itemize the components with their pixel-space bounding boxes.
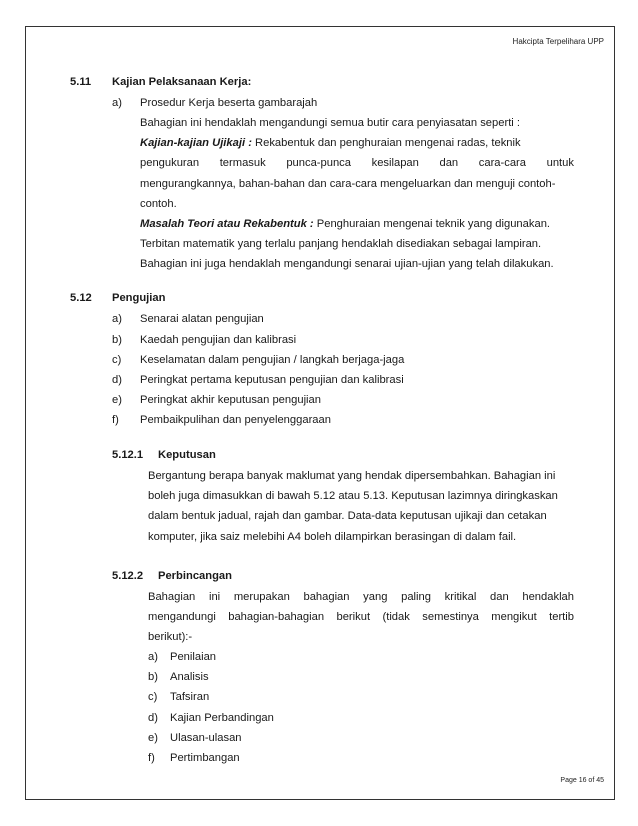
- masalah-term: Masalah Teori atau Rekabentuk :: [140, 218, 314, 230]
- paragraph-line: mengandungi bahagian-bahagian berikut (tidak semestinya mengikut tertib: [148, 611, 574, 623]
- item-text: Kaedah pengujian dan kalibrasi: [140, 334, 297, 346]
- item-label: e): [148, 732, 158, 744]
- item-text: Ulasan-ulasan: [170, 732, 242, 744]
- item-text: Pertimbangan: [170, 752, 240, 764]
- paragraph-line: Terbitan matematik yang terlalu panjang hendaklah disediakan sebagai lampiran.: [140, 238, 542, 250]
- paragraph-line: boleh juga dimasukkan di bawah 5.12 atau 5.13. Keputusan lazimnya diringkaskan: [148, 490, 558, 502]
- paragraph-line: Bahagian ini juga hendaklah mengandungi senarai ujian-ujian yang telah dilakukan.: [140, 258, 554, 270]
- copyright-header: Hakcipta Terpelihara UPP: [512, 37, 604, 46]
- word: untuk: [546, 157, 574, 169]
- page-number-footer: Page 16 of 45: [560, 777, 604, 784]
- paragraph-line: Bahagian ini hendaklah mengandungi semua butir cara penyiasatan seperti :: [140, 117, 521, 129]
- item-text: Prosedur Kerja beserta gambarajah: [140, 97, 318, 109]
- item-label: e): [112, 394, 122, 406]
- section-5-12-1-number: 5.12.1: [112, 449, 144, 461]
- word: pengukuran: [140, 157, 200, 169]
- word: termasuk: [219, 157, 266, 169]
- item-text: Tafsiran: [170, 691, 210, 703]
- word: punca-punca: [286, 157, 352, 169]
- item-label: c): [148, 691, 158, 703]
- item-text: Keselamatan dalam pengujian / langkah berjaga-jaga: [140, 354, 405, 366]
- section-5-12-number: 5.12: [70, 292, 92, 304]
- item-label: c): [112, 354, 122, 366]
- item-label: d): [148, 712, 158, 724]
- item-label: b): [148, 671, 158, 683]
- item-text: Analisis: [170, 671, 209, 683]
- ujikaji-term: Kajian-kajian Ujikaji :: [140, 137, 252, 149]
- paragraph-line: [140, 156, 574, 170]
- item-text: Senarai alatan pengujian: [140, 313, 264, 325]
- section-5-11-title: Kajian Pelaksanaan Kerja:: [112, 76, 252, 88]
- item-label: b): [112, 334, 122, 346]
- item-label: a): [148, 651, 158, 663]
- section-5-12-title: Pengujian: [112, 292, 166, 304]
- word: cara-cara: [478, 157, 527, 169]
- item-text: Peringkat pertama keputusan pengujian dan kalibrasi: [140, 374, 404, 386]
- paragraph-line: Bergantung berapa banyak maklumat yang hendak dipersembahkan. Bahagian ini: [148, 470, 556, 482]
- paragraph-line: [140, 217, 550, 231]
- paragraph-line: berikut):-: [148, 631, 193, 643]
- item-text: Pembaikpulihan dan penyelenggaraan: [140, 414, 331, 426]
- section-5-12-2-title: Perbincangan: [158, 570, 232, 582]
- paragraph-line: komputer, jika saiz melebihi A4 boleh dilampirkan berasingan di dalam fail.: [148, 531, 517, 543]
- paragraph-line: mengurangkannya, bahan-bahan dan cara-cara mengeluarkan dan menguji contoh-: [140, 178, 556, 190]
- item-label: d): [112, 374, 122, 386]
- item-label: a): [112, 97, 122, 109]
- section-5-11-number: 5.11: [70, 76, 92, 88]
- section-5-12-2-number: 5.12.2: [112, 570, 144, 582]
- ujikaji-text: Rekabentuk dan penghuraian mengenai radas, teknik: [255, 137, 521, 149]
- paragraph-line: [140, 136, 521, 150]
- item-text: Kajian Perbandingan: [170, 712, 274, 724]
- item-text: Penilaian: [170, 651, 217, 663]
- word: dan: [439, 157, 459, 169]
- item-text: Peringkat akhir keputusan pengujian: [140, 394, 321, 406]
- item-label: f): [112, 414, 119, 426]
- word: kesilapan: [371, 157, 419, 169]
- item-label: f): [148, 752, 155, 764]
- paragraph-line: dalam bentuk jadual, rajah dan gambar. Data-data keputusan ujikaji dan cetakan: [148, 510, 547, 522]
- paragraph-line: contoh.: [140, 198, 177, 210]
- section-5-12-1-title: Keputusan: [158, 449, 216, 461]
- paragraph-line: Bahagian ini merupakan bahagian yang paling kritikal dan hendaklah: [148, 591, 574, 603]
- item-label: a): [112, 313, 122, 325]
- masalah-text: Penghuraian mengenai teknik yang digunakan.: [316, 218, 551, 230]
